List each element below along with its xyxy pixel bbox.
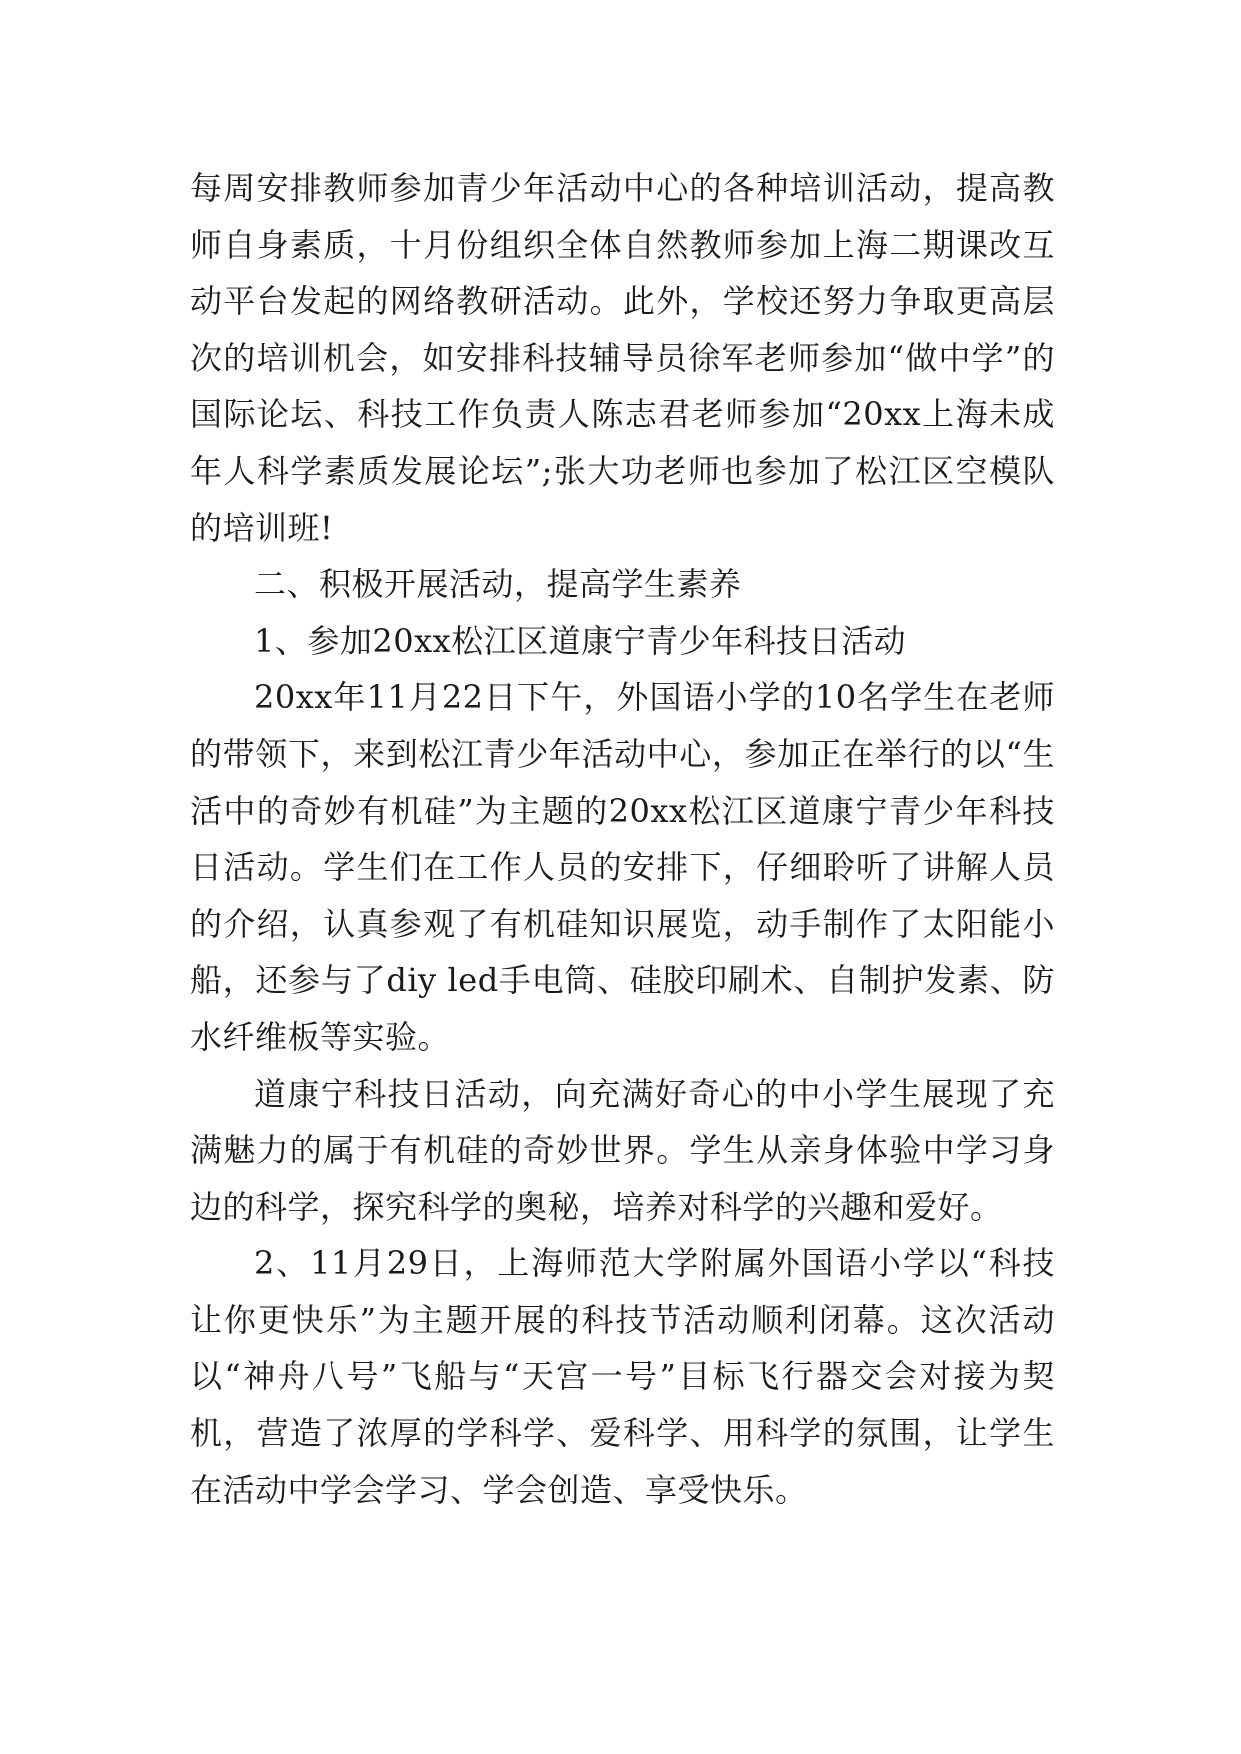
paragraph-science-day-summary: 道康宁科技日活动，向充满好奇心的中小学生展现了充满魅力的属于有机硅的奇妙世界。学生从亲身体验中学习身边的科学，探究科学的奥秘，培养对科学的兴趣和爱好。	[190, 1074, 1055, 1226]
subheading-science-day: 1、参加20xx松江区道康宁青少年科技日活动	[254, 621, 907, 660]
paragraph-science-day-event: 20xx年11月22日下午，外国语小学的10名学生在老师的带领下，来到松江青少年活动中心，参加正在举行的以“生活中的奇妙有机硅”为主题的20xx松江区道康宁青少年科技日活动。学生们在工作人员的安排下，仔细聆听了讲解人员的介绍，认真参观了有机硅知识展览，动手制作了太阳能小船，还参与了diy led手电筒、硅胶印刷术、自制护发素、防水纤维板等实验。	[190, 678, 1055, 1056]
paragraph-teacher-training: 每周安排教师参加青少年活动中心的各种培训活动，提高教师自身素质，十月份组织全体自然教师参加上海二期课改互动平台发起的网络教研活动。此外，学校还努力争取更高层次的培训机会，如安排科技辅导员徐军老师参加“做中学”的国际论坛、科技工作负责人陈志君老师参加“20xx上海未成年人科学素质发展论坛”;张大功老师也参加了松江区空模队的培训班!	[190, 169, 1055, 547]
section-heading-activities: 二、积极开展活动，提高学生素养	[254, 565, 742, 604]
document-body	[190, 160, 1055, 1518]
paragraph-science-festival: 2、11月29日，上海师范大学附属外国语小学以“科技让你更快乐”为主题开展的科技节活动顺利闭幕。这次活动以“神舟八号”飞船与“天宫一号”目标飞行器交会对接为契机，营造了浓厚的学科学、爱科学、用科学的氛围，让学生在活动中学会学习、学会创造、享受快乐。	[190, 1244, 1055, 1509]
